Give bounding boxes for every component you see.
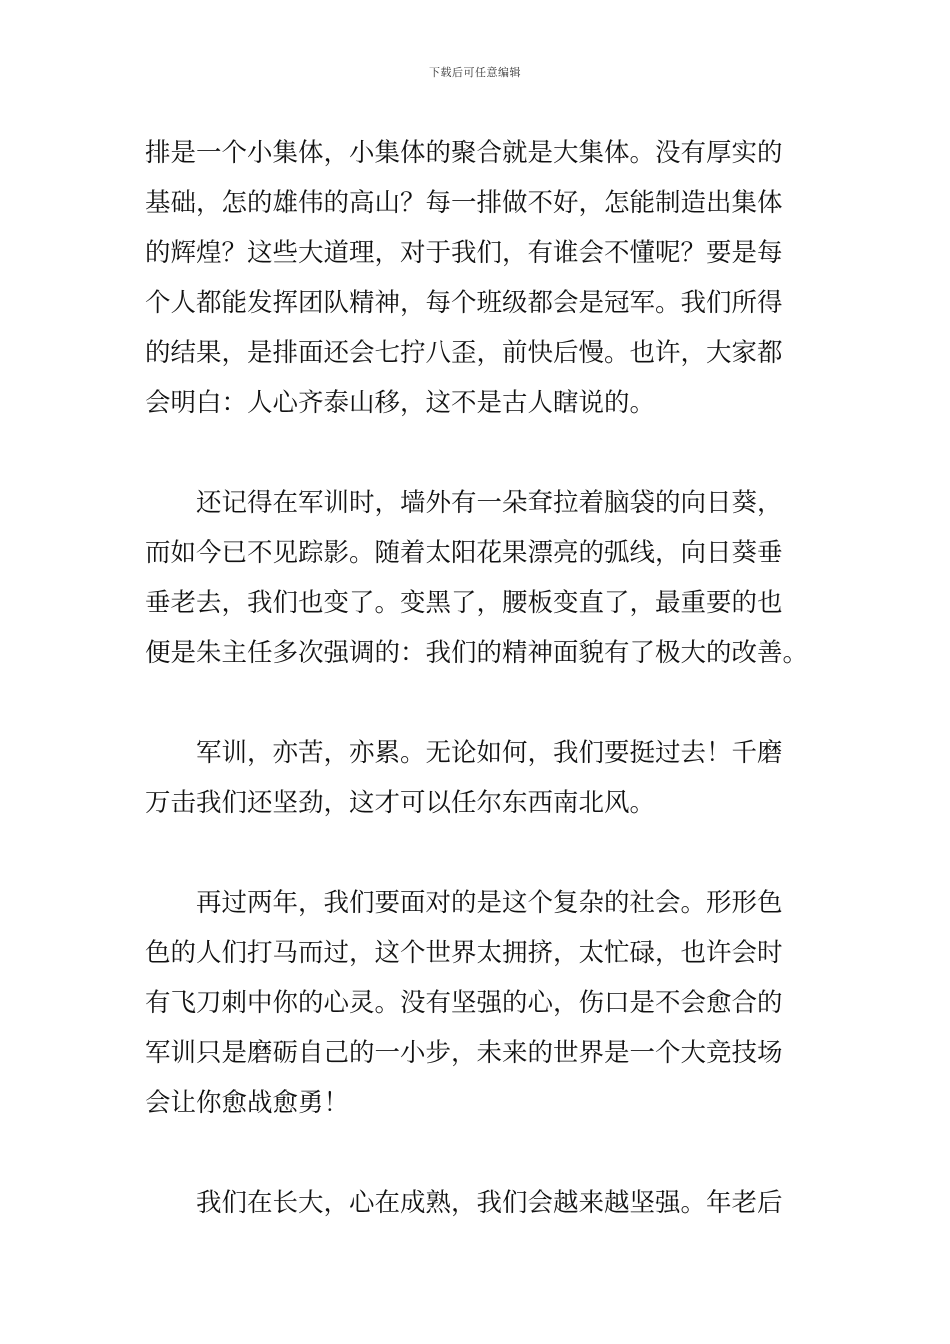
text-line: 个人都能发挥团队精神，每个班级都会是冠军。我们所得	[145, 288, 783, 318]
text-line: 便是朱主任多次强调的：我们的精神面貌有了极大的改善。	[145, 638, 809, 668]
text-line: 垂老去，我们也变了。变黑了，腰板变直了，最重要的也	[145, 588, 783, 618]
text-line: 万击我们还坚劲，这才可以任尔东西南北风。	[145, 788, 656, 818]
text-line: 我们在长大，心在成熟，我们会越来越坚强。年老后	[145, 1188, 783, 1218]
text-line: 的辉煌？这些大道理，对于我们，有谁会不懂呢？要是每	[145, 238, 783, 268]
paragraph	[145, 128, 805, 428]
paragraph	[145, 728, 805, 828]
text-line: 军训，亦苦，亦累。无论如何，我们要挺过去！千磨	[145, 738, 783, 768]
document-body	[145, 128, 809, 1228]
paragraph	[145, 478, 809, 678]
text-line: 还记得在军训时，墙外有一朵耷拉着脑袋的向日葵，	[145, 488, 783, 518]
text-line: 有飞刀刺中你的心灵。没有坚强的心，伤口是不会愈合的	[145, 988, 783, 1018]
text-line: 基础，怎的雄伟的高山？每一排做不好，怎能制造出集体	[145, 188, 783, 218]
text-line: 再过两年，我们要面对的是这个复杂的社会。形形色	[145, 888, 783, 918]
text-line: 会明白：人心齐泰山移，这不是古人瞎说的。	[145, 388, 656, 418]
paragraph	[145, 878, 805, 1128]
text-line: 色的人们打马而过，这个世界太拥挤，太忙碌，也许会时	[145, 938, 783, 968]
text-line: 而如今已不见踪影。随着太阳花果漂亮的弧线，向日葵垂	[145, 538, 783, 568]
text-line: 会让你愈战愈勇！	[145, 1088, 350, 1118]
text-line: 的结果，是排面还会七拧八歪，前快后慢。也许，大家都	[145, 338, 783, 368]
paragraph	[145, 1178, 805, 1228]
page-header: 下载后可任意编辑	[429, 66, 521, 79]
text-line: 排是一个小集体，小集体的聚合就是大集体。没有厚实的	[145, 138, 783, 168]
text-line: 军训只是磨砺自己的一小步，未来的世界是一个大竞技场	[145, 1038, 783, 1068]
